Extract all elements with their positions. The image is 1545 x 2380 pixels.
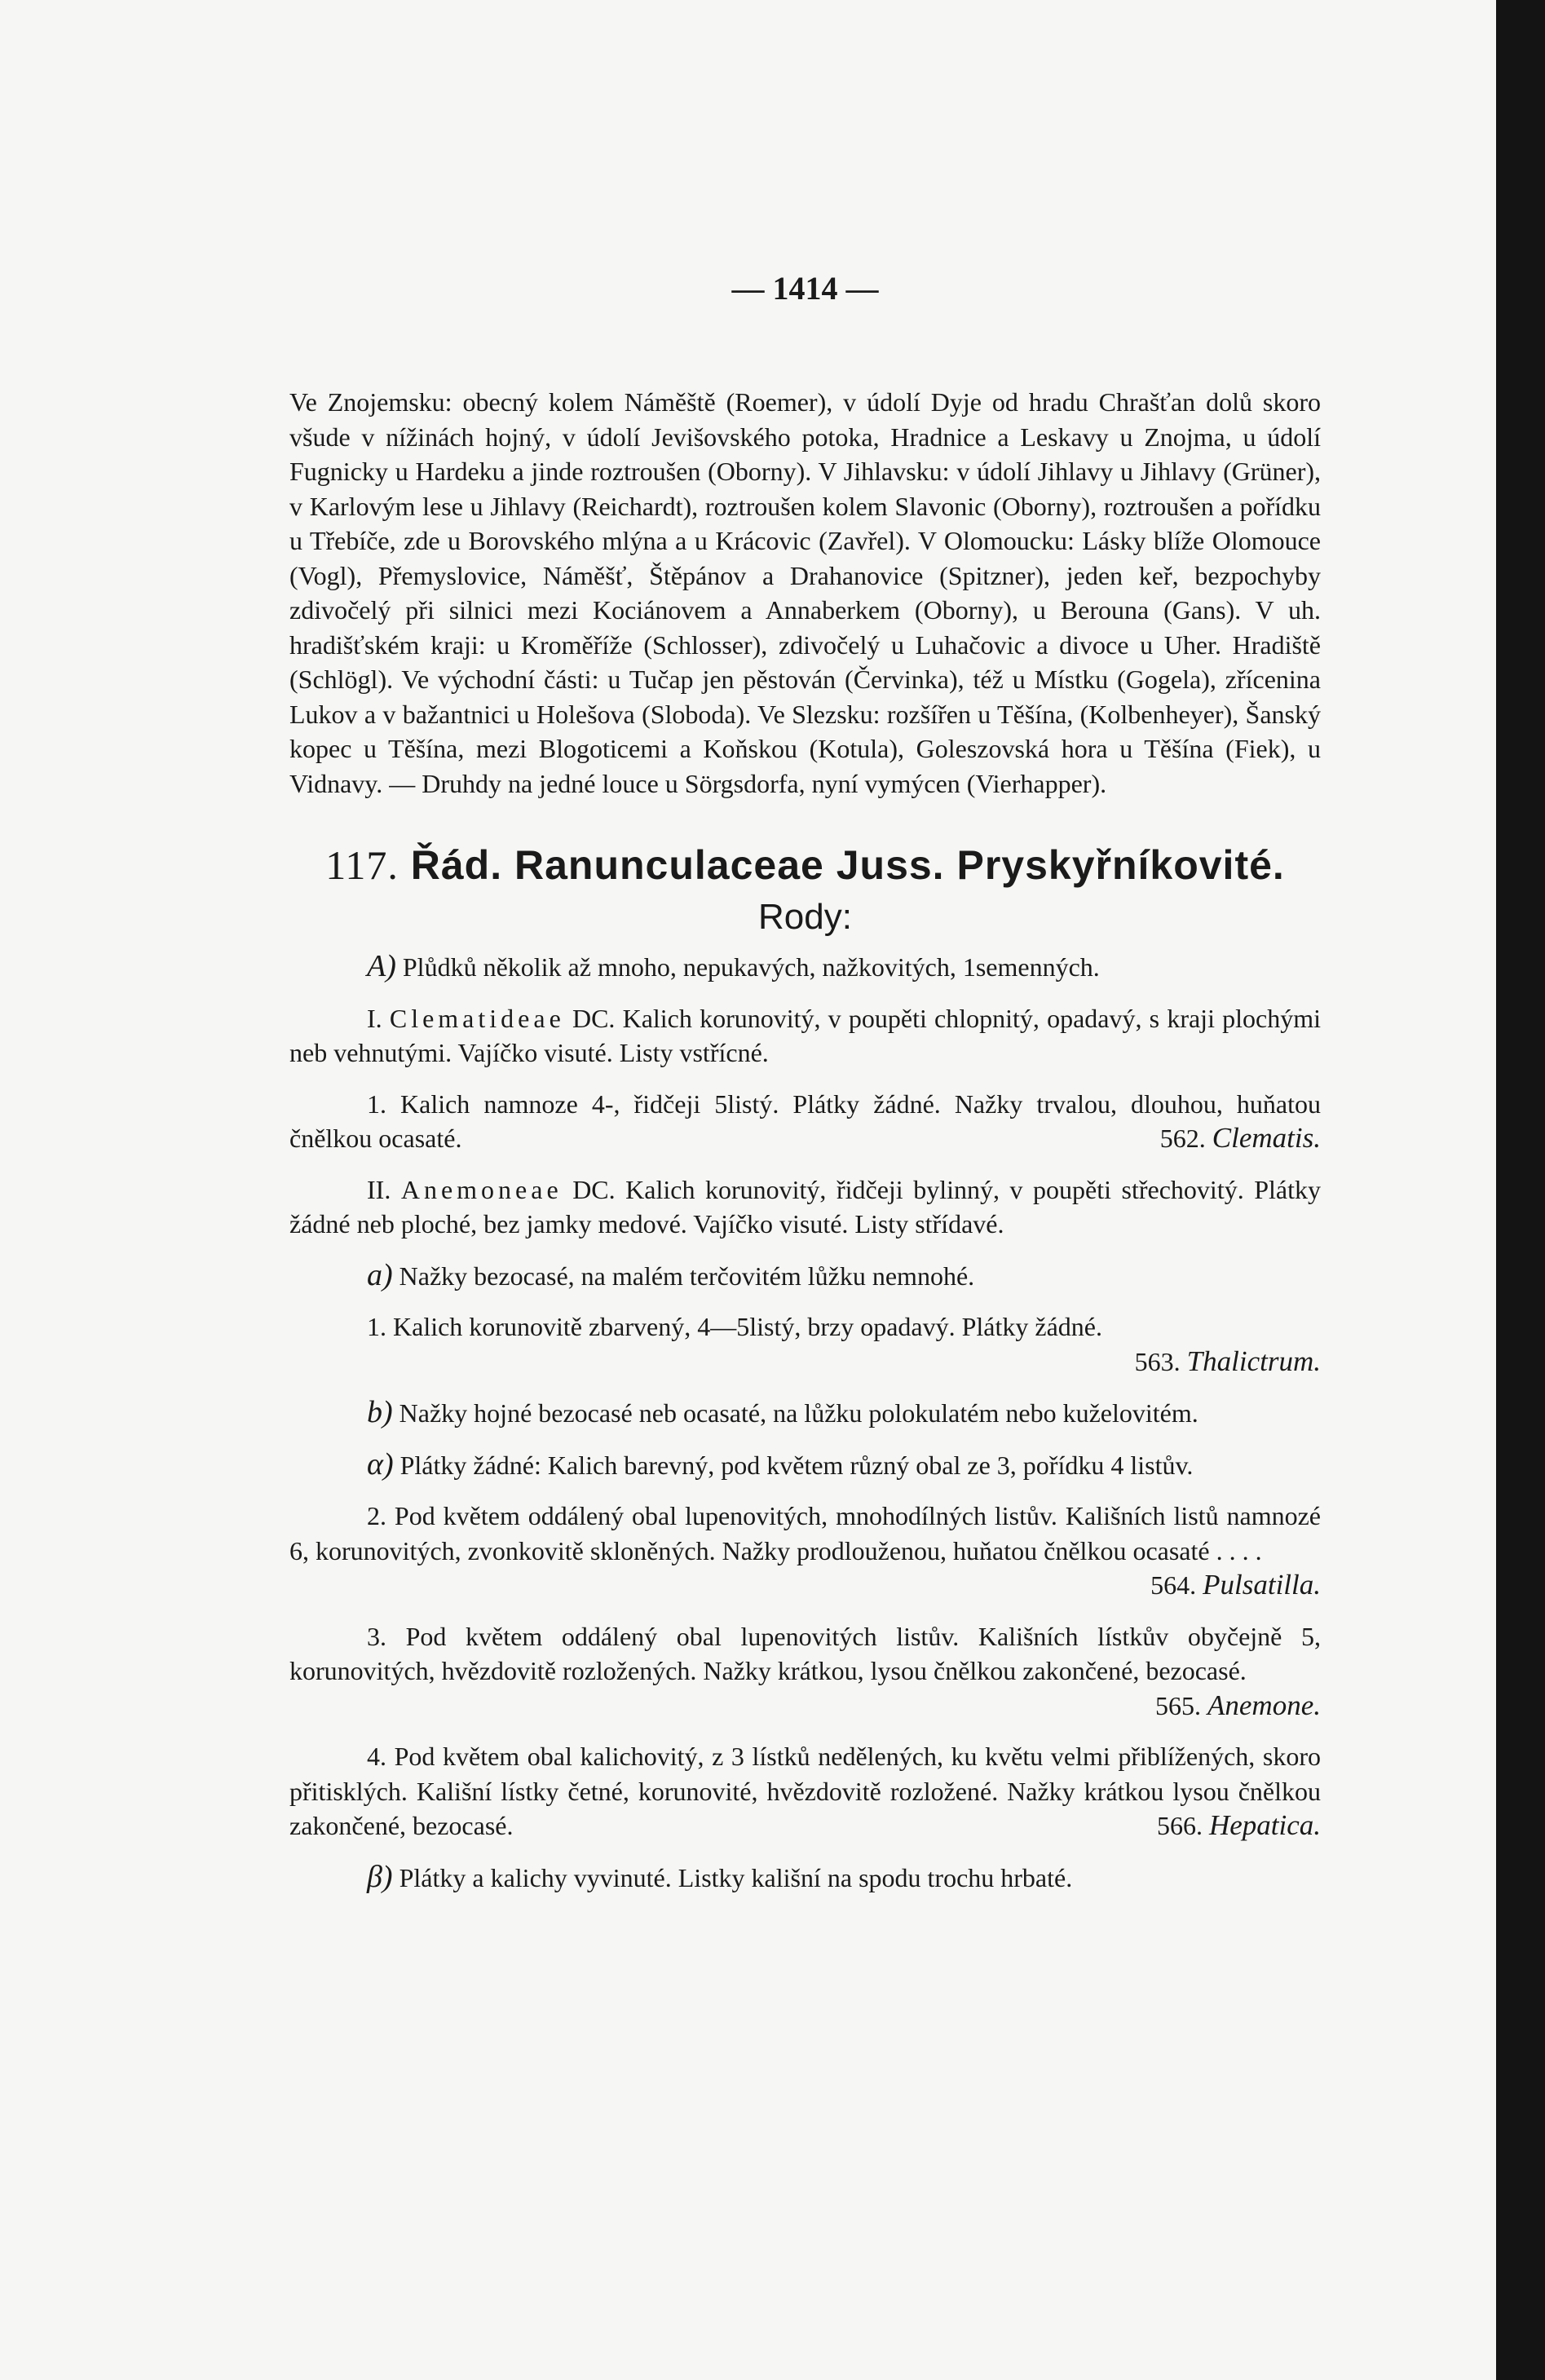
tribe-text: DC. Kalich korunovitý, řidčeji bylinný, v poupěti střechovitý. Plátky žádné neb ploché, bez jamky medové. Vajíčko visuté. Listy střídavé. [289,1174,1322,1239]
tribe-name: Clematideae [389,1003,565,1033]
section-heading [289,841,1321,889]
intro-paragraph: Ve Znojemsku: obecný kolem Náměště (Roemer), v údolí Dyje od hradu Chrašťan dolů skoro všude v nížinách hojný, v údolí Jevišovského potoka, Hradnice a Leskavy u Znojma, u údolí Fugnicky u Hardeku a jinde roztroušen (Oborny). V Jihlavsku: v údolí Jihlavy u Jihlavy (Grüner), v Karlovým lese u Jihlavy (Reichardt), roztroušen kolem Slavonic (Oborny), roztroušen a pořídku u Třebíče, zde u Borovského mlýna a u Krácovic (Zavřel). V Olomoucku: Lásky blíže Olomouce (Vogl), Přemyslovice, Náměšť, Štěpánov a Drahanovice (Spitzner), jeden keř, bezpochyby zdivočelý při silnici mezi Kociánovem a Annaberkem (Oborny), u Berouna (Gans). V uh. hradišťském kraji: u Kroměříže (Schlosser), zdivočelý u Luhačovic a divoce u Uher. Hradiště (Schlögl). Ve východní části: u Tučap jen pěstován (Červinka), též u Místku (Gogela), zřícenina Lukov a v bažantnici u Holešova (Sloboda). Ve Slezsku: rozšířen u Těšína, (Kolbenheyer), Šanský kopec u Těšína, mezi Blogoticemi a Koňskou (Kotula), Goleszovská hora u Těšína (Fiek), u Vidnavy. — Druhdy na jedné louce u Sörgsdorfa, nyní vymýcen (Vierhapper). [289,387,1321,798]
section-title: Řád. Ranunculaceae Juss. Pryskyřníkovité. [410,842,1285,888]
key-mark: b) [367,1395,393,1429]
key-text: Plátky žádné: Kalich barevný, pod květem různý obal ze 3, pořídku 4 listův. [399,1450,1194,1480]
genus-entry-pulsatilla [289,1499,1321,1603]
tribe-clematideae [289,1001,1321,1071]
page-content [289,269,1321,1895]
genus-ref [1083,1121,1321,1156]
genus-entry-thalictrum [289,1309,1321,1379]
key-mark: α) [367,1446,394,1481]
key-mark: β) [367,1859,393,1894]
genus-number: 562. [1159,1124,1206,1153]
key-entry-a [289,949,1321,985]
tribe-anemoneae [289,1172,1321,1242]
genus-name: Clematis. [1212,1122,1321,1154]
key-entry-b [289,1395,1321,1431]
key-entry-a-lower [289,1258,1321,1294]
genus-number: 565. [1155,1690,1202,1720]
genus-entry-text: 2. Pod květem oddálený obal lupenovitých, mnohodílných listův. Kališních listů namnozé 6, korunovitých, zvonkovitě skloněných. Nažky prodlouženou, huňatou čnělkou ocasaté . . . . [289,1501,1321,1565]
key-entry-alpha [289,1447,1321,1483]
tribe-text: DC. Kalich korunovitý, v poupěti chlopnitý, opadavý, s kraji plochými neb vehnutými. Vajíčko visuté. Listy vstřícné. [289,1003,1322,1067]
genus-number: 566. [1156,1811,1203,1840]
key-entry-beta [289,1860,1321,1896]
genus-name: Thalictrum. [1186,1345,1321,1377]
key-text: Nažky hojné bezocasé neb ocasaté, na lůžku polokulatém nebo kuželovitém. [399,1398,1198,1428]
key-text: Plátky a kalichy vyvinuté. Listky kališní na spodu trochu hrbaté. [399,1862,1073,1892]
genus-entry-text: 3. Pod květem oddálený obal lupenovitých listův. Kališních lístkův obyčejně 5, korunovitých, hvězdovitě rozložených. Nažky krátkou, lysou čnělkou zakončené, bezocasé. [289,1621,1321,1685]
genus-ref [1073,1568,1321,1603]
key-text: Nažky bezocasé, na malém terčovitém lůžku nemnohé. [399,1261,975,1291]
rody-heading: Rody: [758,897,852,937]
genus-number: 563. [1134,1346,1181,1376]
genus-name: Pulsatilla. [1203,1569,1321,1601]
section-number: 117. [325,842,399,888]
genus-name: Hepatica. [1208,1809,1321,1841]
genus-number: 564. [1150,1570,1197,1600]
key-mark: a) [367,1257,393,1292]
key-mark-a: A) [367,949,396,983]
tribe-number: I. [367,1003,382,1033]
key-text-a: Plůdků několik až mnoho, nepukavých, nažkovitých, 1semenných. [402,952,1100,982]
genus-ref [1057,1345,1321,1380]
genus-entry-text: 1. Kalich korunovitě zbarvený, 4—5listý, brzy opadavý. Plátky žádné. [367,1312,1102,1341]
tribe-name: Anemoneae [400,1174,563,1204]
genus-entry-clematis [289,1087,1321,1156]
scan-edge [1496,0,1545,2380]
genus-entry-text: 4. Pod květem obal kalichovitý, z 3 lístků nedělených, ku květu velmi přiblížených, skoro přitisklých. Kališní lístky četné, korunovité, hvězdovitě rozložené. Nažky krátkou lysou čnělkou zakončené, bezocasé. [289,1742,1321,1840]
page-number: — 1414 — [731,270,879,307]
genus-entry-anemone [289,1619,1321,1724]
genus-name: Anemone. [1207,1689,1321,1721]
genus-ref [1079,1808,1321,1844]
genus-entry-text: 1. Kalich namnoze 4-, řidčeji 5listý. Plátky žádné. Nažky trvalou, dlouhou, huňatou čnělkou ocasaté. [289,1088,1321,1153]
genus-ref [1078,1689,1321,1724]
tribe-number: II. [367,1174,391,1204]
genus-entry-hepatica [289,1739,1321,1844]
